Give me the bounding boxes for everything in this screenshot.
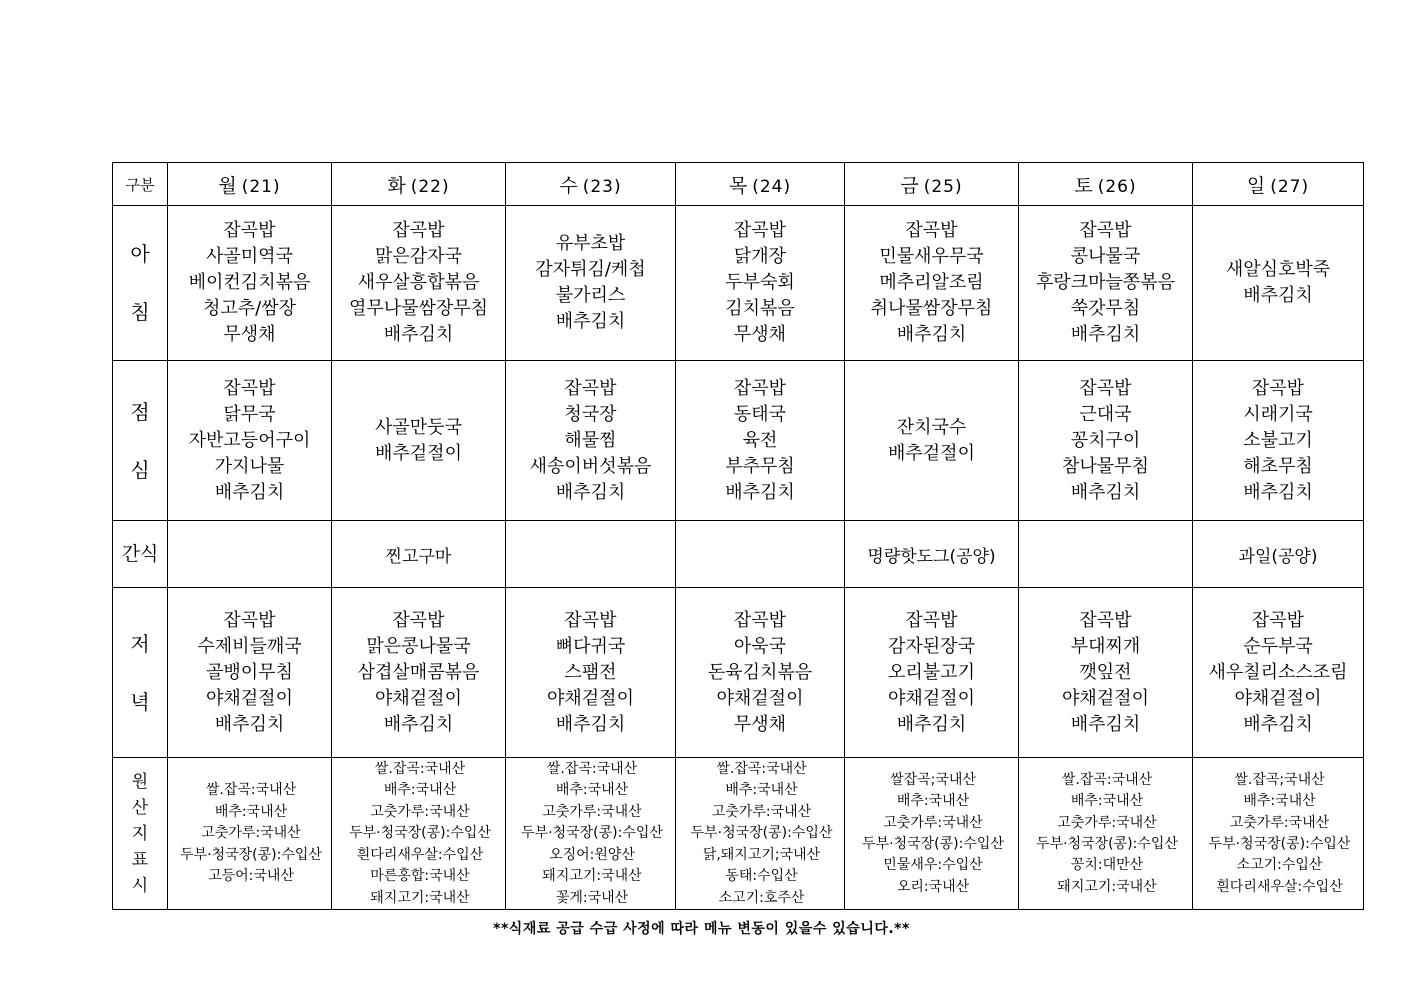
origin-thu [676, 758, 845, 910]
label-char: 녁 [130, 689, 150, 714]
menu-item: 잡곡밥 [1079, 377, 1132, 399]
snack-row [113, 521, 1364, 588]
snack-mon [168, 521, 332, 588]
menu-item: 콩나물국 [1070, 246, 1141, 267]
origin-list [506, 758, 675, 909]
menu-item: 꽁치구이 [1070, 429, 1141, 451]
origin-list [168, 779, 331, 887]
menu-item: 야채겉절이 [375, 687, 462, 709]
menu-item: 새우칠리소스조림 [1208, 661, 1348, 683]
menu-item: 배추김치 [383, 713, 454, 735]
origin-label [113, 758, 168, 910]
origin-item: 흰다리새우살:수입산 [356, 846, 484, 863]
snack-tue: 찐고구마 [332, 521, 506, 588]
header-day-fri [845, 163, 1019, 206]
meal-list [845, 218, 1018, 348]
origin-item: 쌀.잡곡:국내산 [205, 782, 297, 799]
origin-item: 쌀.잡곡:국내산 [546, 761, 638, 778]
dinner-tue [332, 588, 506, 758]
lunch-label [113, 361, 168, 521]
menu-item: 배추김치 [214, 481, 285, 503]
menu-item: 맑은감자국 [375, 246, 462, 267]
lunch-fri [845, 361, 1019, 521]
lunch-wed [506, 361, 676, 521]
menu-item: 부대찌개 [1070, 635, 1141, 657]
menu-item: 불가리스 [555, 285, 626, 306]
snack-fri: 명량핫도그(공양) [845, 521, 1019, 588]
origin-item: 고춧가루:국내산 [201, 825, 301, 842]
origin-item: 쌀.잡곡:국내산 [1061, 771, 1153, 788]
meal-list [506, 231, 675, 335]
menu-item: 야채겉절이 [888, 687, 975, 709]
menu-item: 잡곡밥 [1079, 609, 1132, 631]
label-char: 지 [131, 823, 149, 844]
day-date: (22) [410, 176, 450, 197]
menu-item: 배추김치 [1070, 481, 1141, 503]
menu-item: 배추김치 [555, 713, 626, 735]
origin-item: 쌀.잡곡:국내산 [374, 761, 466, 778]
origin-list [1193, 769, 1363, 898]
menu-item: 오리불고기 [888, 661, 975, 683]
day-name: 토 [1074, 174, 1094, 197]
day-name: 목 [728, 174, 749, 197]
origin-item: 고등어:국내산 [208, 868, 294, 885]
dinner-sat [1019, 588, 1193, 758]
label-char: 시 [131, 875, 149, 896]
menu-item: 사골만둣국 [375, 416, 462, 438]
breakfast-mon [168, 206, 332, 361]
menu-item: 가지나물 [214, 455, 285, 477]
meal-list [332, 415, 505, 467]
menu-item: 야채겉절이 [547, 687, 634, 709]
header-corner: 구분 [113, 163, 168, 206]
breakfast-label [113, 206, 168, 361]
origin-item: 쌀잡곡;국내산 [890, 771, 976, 788]
menu-item: 부추무침 [725, 455, 795, 477]
menu-item: 배추김치 [214, 713, 285, 735]
meal-list [168, 376, 331, 506]
origin-item: 두부·청국장(콩):수입산 [690, 825, 833, 842]
menu-item: 취나물쌈장무침 [870, 298, 993, 319]
menu-item: 야채겉절이 [716, 687, 804, 709]
origin-item: 고춧가루:국내산 [370, 803, 470, 820]
menu-item: 야채겉절이 [206, 687, 293, 709]
menu-item: 배추김치 [555, 311, 626, 332]
origin-item: 고춧가루:국내산 [883, 814, 983, 831]
menu-item: 야채겉절이 [1234, 687, 1322, 709]
day-date: (21) [241, 176, 281, 197]
origin-item: 동태:수입산 [725, 868, 798, 885]
origin-item: 오리:국내산 [896, 878, 970, 895]
origin-item: 쌀.잡곡;국내산 [1234, 771, 1325, 788]
origin-list [676, 758, 844, 909]
origin-item: 고춧가루:국내산 [1057, 814, 1157, 831]
menu-item: 수제비들깨국 [197, 635, 302, 657]
menu-item: 배추김치 [896, 713, 967, 735]
meal-list [676, 608, 844, 738]
day-date: (23) [582, 176, 622, 197]
meal-list [845, 608, 1018, 738]
breakfast-thu [676, 206, 845, 361]
menu-item: 깻잎전 [1079, 661, 1132, 683]
origin-item: 꽁치:대만산 [1070, 857, 1144, 874]
meal-list [168, 608, 331, 738]
snack-sat [1019, 521, 1193, 588]
menu-item: 야채겉절이 [1062, 687, 1149, 709]
menu-item: 감자튀김/케첩 [535, 259, 646, 280]
menu-item: 배추겉절이 [375, 442, 462, 464]
menu-item: 잡곡밥 [733, 220, 787, 241]
menu-item: 사골미역국 [206, 246, 293, 267]
menu-item: 무생채 [733, 713, 787, 735]
origin-item: 두부·청국장(콩):수입산 [180, 846, 322, 863]
header-day-sat [1019, 163, 1193, 206]
menu-item: 후랑크마늘쫑볶음 [1035, 272, 1176, 293]
weekly-menu-table [112, 162, 1364, 910]
lunch-thu [676, 361, 845, 521]
origin-item: 민물새우:수입산 [883, 857, 983, 874]
meal-list [1019, 218, 1192, 348]
origin-item: 고춧가루:국내산 [711, 803, 812, 820]
origin-list [332, 758, 505, 909]
snack-thu [676, 521, 845, 588]
origin-item: 배추:국내산 [383, 782, 457, 799]
menu-item: 자반고등어구이 [188, 429, 311, 451]
meal-list [506, 376, 675, 506]
dinner-wed [506, 588, 676, 758]
origin-item: 흰다리새우살:수입산 [1216, 878, 1343, 895]
menu-item: 배추겉절이 [888, 442, 975, 464]
origin-item: 소고기:호주산 [718, 889, 805, 906]
lunch-tue [332, 361, 506, 521]
origin-item: 두부·청국장(콩):수입산 [1208, 836, 1351, 852]
origin-item: 두부·청국장(콩):수입산 [862, 836, 1004, 852]
menu-item: 배추김치 [896, 324, 967, 345]
meal-list [1193, 608, 1363, 738]
origin-mon [168, 758, 332, 910]
menu-item: 잡곡밥 [1251, 609, 1305, 631]
dinner-label [113, 588, 168, 758]
menu-item: 배추김치 [1070, 324, 1141, 345]
menu-item: 새송이버섯볶음 [529, 455, 652, 477]
meal-list [168, 218, 331, 348]
breakfast-tue [332, 206, 506, 361]
menu-item: 잡곡밥 [223, 377, 276, 399]
menu-item: 스팸전 [564, 661, 617, 683]
menu-item: 김치볶음 [725, 298, 795, 319]
origin-item: 배추:국내산 [1243, 793, 1316, 810]
origin-item: 고춧가루:국내산 [1229, 814, 1330, 831]
origin-item: 쌀.잡곡:국내산 [716, 761, 807, 778]
origin-list [1019, 769, 1192, 898]
menu-item: 육전 [742, 429, 778, 451]
menu-item: 배추김치 [555, 481, 626, 503]
menu-item: 배추김치 [725, 481, 795, 503]
origin-list [845, 769, 1018, 898]
origin-item: 오징어:원양산 [549, 846, 635, 863]
meal-list [845, 415, 1018, 467]
meal-list [332, 608, 505, 738]
menu-item: 잔치국수 [896, 416, 967, 438]
label-char: 저 [130, 631, 150, 656]
lunch-row [113, 361, 1364, 521]
label-char: 침 [130, 300, 150, 324]
menu-item: 맑은콩나물국 [366, 635, 471, 657]
meal-list [1193, 376, 1363, 506]
menu-item: 해물찜 [564, 429, 617, 451]
breakfast-sun [1193, 206, 1364, 361]
menu-item: 청국장 [564, 403, 617, 425]
origin-item: 고춧가루:국내산 [542, 803, 642, 820]
meal-list [1193, 257, 1363, 309]
origin-tue [332, 758, 506, 910]
meal-list [506, 608, 675, 738]
label-char: 아 [130, 242, 150, 266]
dinner-sun [1193, 588, 1364, 758]
day-name: 월 [218, 174, 238, 197]
menu-item: 무생채 [733, 324, 787, 345]
menu-item: 아욱국 [733, 635, 787, 657]
menu-item: 해초무침 [1243, 455, 1313, 477]
menu-item: 잡곡밥 [1251, 377, 1305, 399]
day-name: 일 [1246, 174, 1267, 197]
label-char: 산 [131, 797, 149, 818]
snack-label: 간식 [113, 521, 168, 588]
origin-item: 배추:국내산 [1070, 793, 1144, 810]
menu-item: 배추김치 [1070, 713, 1141, 735]
origin-item: 돼지고기:국내산 [370, 889, 470, 906]
notice-text: **식재료 공급 수급 사정에 따라 메뉴 변동이 있을수 있습니다.** [493, 921, 910, 937]
menu-item: 근대국 [1079, 403, 1132, 425]
snack-sun: 과일(공양) [1193, 521, 1364, 588]
menu-item: 순두부국 [1243, 635, 1313, 657]
meal-list [676, 376, 844, 506]
menu-item: 감자된장국 [888, 635, 975, 657]
header-day-wed [506, 163, 676, 206]
origin-sat [1019, 758, 1193, 910]
breakfast-row [113, 206, 1364, 361]
menu-item: 잡곡밥 [223, 609, 276, 631]
header-row [113, 163, 1364, 206]
menu-item: 유부초밥 [555, 233, 626, 254]
header-day-tue [332, 163, 506, 206]
origin-item: 돼지고기:국내산 [542, 868, 642, 885]
origin-item: 두부·청국장(콩):수입산 [1036, 836, 1178, 852]
origin-item: 배추:국내산 [214, 803, 288, 820]
menu-item: 베이컨김치볶음 [188, 272, 311, 293]
menu-item: 동태국 [733, 403, 787, 425]
menu-item: 메추리알조림 [879, 272, 984, 293]
menu-item: 삼겹살매콤볶음 [357, 661, 480, 683]
menu-item: 잡곡밥 [223, 220, 276, 241]
menu-item: 참나물무침 [1062, 455, 1149, 477]
menu-item: 잡곡밥 [733, 377, 787, 399]
menu-item: 돈육김치볶음 [707, 661, 813, 683]
menu-item: 잡곡밥 [905, 609, 958, 631]
menu-item: 닭무국 [223, 403, 276, 425]
snack-wed [506, 521, 676, 588]
dinner-mon [168, 588, 332, 758]
menu-item: 민물새우무국 [879, 246, 984, 267]
menu-item: 닭개장 [733, 246, 787, 267]
origin-sun [1193, 758, 1364, 910]
menu-item: 뼈다귀국 [555, 635, 626, 657]
menu-item: 잡곡밥 [564, 609, 617, 631]
lunch-sun [1193, 361, 1364, 521]
origin-item: 두부·청국장(콩):수입산 [521, 825, 663, 842]
dinner-row [113, 588, 1364, 758]
menu-item: 잡곡밥 [1079, 220, 1132, 241]
menu-item: 쑥갓무침 [1070, 298, 1141, 319]
menu-item: 배추김치 [1243, 285, 1313, 306]
header-day-thu [676, 163, 845, 206]
menu-item: 배추김치 [1243, 713, 1313, 735]
menu-item: 시래기국 [1243, 403, 1313, 425]
breakfast-fri [845, 206, 1019, 361]
menu-item: 열무나물쌈장무침 [348, 298, 489, 319]
header-day-sun [1193, 163, 1364, 206]
label-char: 점 [130, 399, 150, 424]
menu-item: 잡곡밥 [905, 220, 958, 241]
origin-item: 마른홍합:국내산 [370, 868, 470, 885]
menu-item: 배추김치 [1243, 481, 1313, 503]
meal-list [332, 218, 505, 348]
menu-item: 잡곡밥 [733, 609, 787, 631]
day-date: (24) [752, 176, 792, 197]
day-name: 화 [387, 174, 407, 197]
origin-item: 배추:국내산 [725, 782, 798, 799]
lunch-sat [1019, 361, 1193, 521]
origin-item: 두부·청국장(콩):수입산 [349, 825, 491, 842]
dinner-thu [676, 588, 845, 758]
breakfast-sat [1019, 206, 1193, 361]
day-date: (27) [1270, 176, 1310, 197]
origin-fri [845, 758, 1019, 910]
origin-item: 소고기:수입산 [1236, 857, 1323, 874]
label-char: 원 [131, 771, 149, 792]
origin-wed [506, 758, 676, 910]
meal-list [1019, 376, 1192, 506]
menu-item: 잡곡밥 [392, 609, 445, 631]
lunch-mon [168, 361, 332, 521]
header-day-mon [168, 163, 332, 206]
label-char: 표 [131, 849, 149, 870]
day-date: (26) [1097, 176, 1137, 197]
origin-item: 닭,돼지고기;국내산 [702, 846, 821, 863]
origin-item: 배추:국내산 [896, 793, 970, 810]
day-date: (25) [923, 176, 963, 197]
origin-row [113, 758, 1364, 910]
menu-item: 골뱅이무침 [206, 661, 293, 683]
day-name: 금 [900, 174, 920, 197]
day-name: 수 [559, 174, 579, 197]
dinner-fri [845, 588, 1019, 758]
origin-item: 꽃게:국내산 [555, 889, 629, 906]
menu-item: 배추김치 [383, 324, 454, 345]
meal-list [1019, 608, 1192, 738]
breakfast-wed [506, 206, 676, 361]
menu-item: 잡곡밥 [392, 220, 445, 241]
menu-item: 두부숙회 [725, 272, 795, 293]
menu-item: 소불고기 [1243, 429, 1313, 451]
origin-item: 배추:국내산 [555, 782, 629, 799]
menu-item: 새알심호박죽 [1225, 259, 1331, 280]
label-char: 심 [130, 457, 150, 482]
meal-list [676, 218, 844, 348]
menu-item: 청고추/쌈장 [202, 298, 296, 319]
origin-item: 돼지고기:국내산 [1057, 878, 1157, 895]
menu-item: 무생채 [223, 324, 276, 345]
menu-item: 새우살흥합볶음 [357, 272, 480, 293]
menu-item: 잡곡밥 [564, 377, 617, 399]
